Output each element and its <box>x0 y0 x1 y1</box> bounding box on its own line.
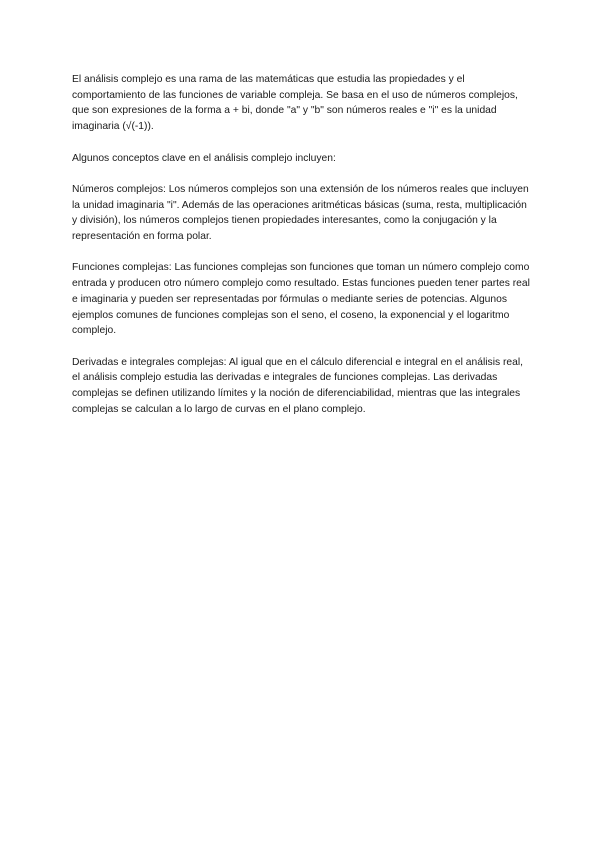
paragraph-intro: El análisis complejo es una rama de las matemáticas que estudia las propiedades y el comportamiento de las funciones de variable compleja. Se basa en el uso de números complejos, que son expresiones de la forma a + bi, donde "a" y "b" son números reales e "i" es la unidad imaginaria (√(-1)). <box>72 74 518 133</box>
paragraph-derivatives-integrals: Derivadas e integrales complejas: Al igual que en el cálculo diferencial e integral en el análisis real, el análisis complejo estudia las derivadas e integrales de funciones complejas. Las derivadas complejas se definen utilizando límites y la noción de diferenciabilidad, mientras que las integrales complejas se calculan a lo largo de curvas en el plano complejo. <box>72 356 524 415</box>
paragraph-complex-numbers: Números complejos: Los números complejos son una extensión de los números reales que incluyen la unidad imaginaria "i". Además de las operaciones aritméticas básicas (suma, resta, multiplicación y división), los números complejos tienen propiedades interesantes, como la conjugación y la representación en forma polar. <box>72 183 529 242</box>
paragraph-complex-functions: Funciones complejas: Las funciones complejas son funciones que toman un número complejo como entrada y producen otro número complejo como resultado. Estas funciones pueden tener partes real e imaginaria y pueden ser representadas por fórmulas o mediante series de potencias. Algunos ejemplos comunes de funciones complejas son el seno, el coseno, la exponencial y el logaritmo complejo. <box>72 262 530 337</box>
paragraph-key-concepts: Algunos conceptos clave en el análisis complejo incluyen: <box>72 152 336 164</box>
document-body <box>72 72 532 433</box>
